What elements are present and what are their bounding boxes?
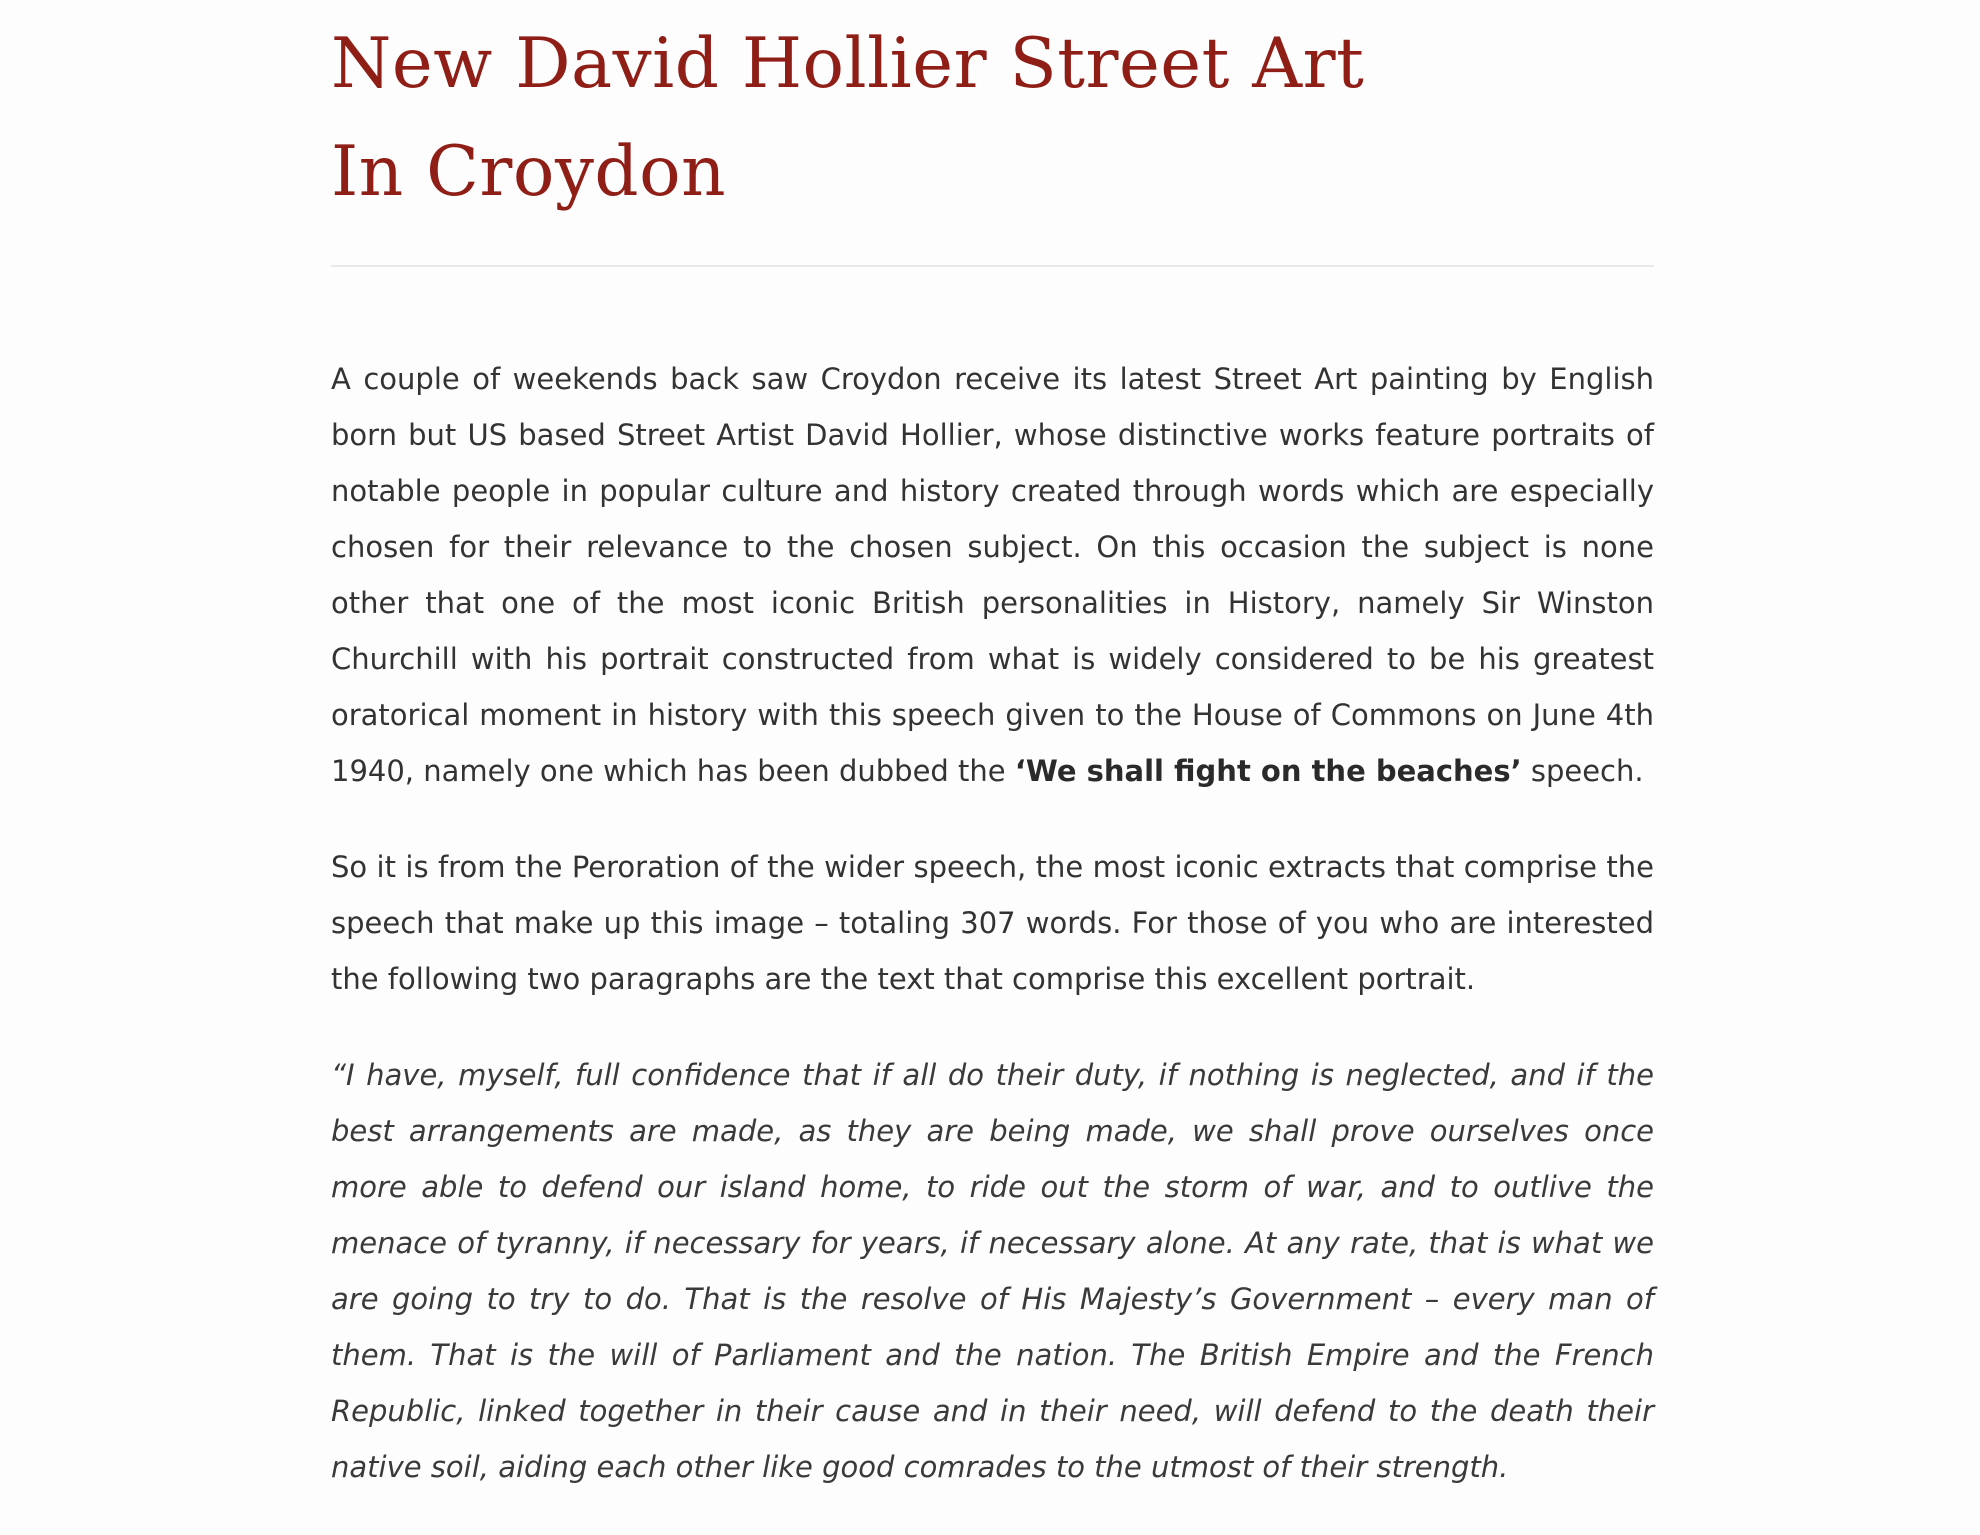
paragraph-peroration: So it is from the Peroration of the wider speech, the most iconic extracts that comprise the speech that make up this image – totaling 307 words. For those of you who are interested the following two paragraphs are the text that comprise this excellent portrait. — [331, 850, 1654, 996]
title-divider — [331, 265, 1654, 267]
article-title — [331, 0, 1654, 226]
article — [331, 0, 1654, 1535]
paragraph-intro-text: A couple of weekends back saw Croydon receive its latest Street Art painting by English born but US based Street Artist David Hollier, whose distinctive works feature portraits of notable people in popular culture and history created through words which are especially chosen for their relevance to the chosen subject. On this occasion the subject is none other that one of the most iconic British personalities in History, namely Sir Winston Churchill with his portrait constructed from what is widely considered to be his greatest oratorical moment in history with this speech given to the House of Commons on June 4th 1940, namely one which has been dubbed the — [331, 362, 1654, 788]
paragraph-intro-end: speech. — [1521, 754, 1644, 788]
article-title-line-1: New David Hollier Street Art — [331, 24, 1365, 104]
article-title-line-2: In Croydon — [331, 132, 727, 212]
paragraph-intro — [331, 351, 1654, 799]
speech-quote-1: “I have, myself, full confidence that if all do their duty, if nothing is neglected, and if the best arrangements are made, as they are being made, we shall prove ourselves once more able to defend our island home, to ride out the storm of war, and to outlive the menace of tyranny, if necessary for years, if necessary alone. At any rate, that is what we are going to try to do. That is the resolve of His Majesty’s Government – every man of them. That is the will of Parliament and the nation. The British Empire and the French Republic, linked together in their cause and in their need, will defend to the death their native soil, aiding each other like good comrades to the utmost of their strength. — [331, 1058, 1654, 1484]
article-content — [331, 351, 1654, 1495]
speech-name-bold: ‘We shall fight on the beaches’ — [1014, 754, 1522, 788]
